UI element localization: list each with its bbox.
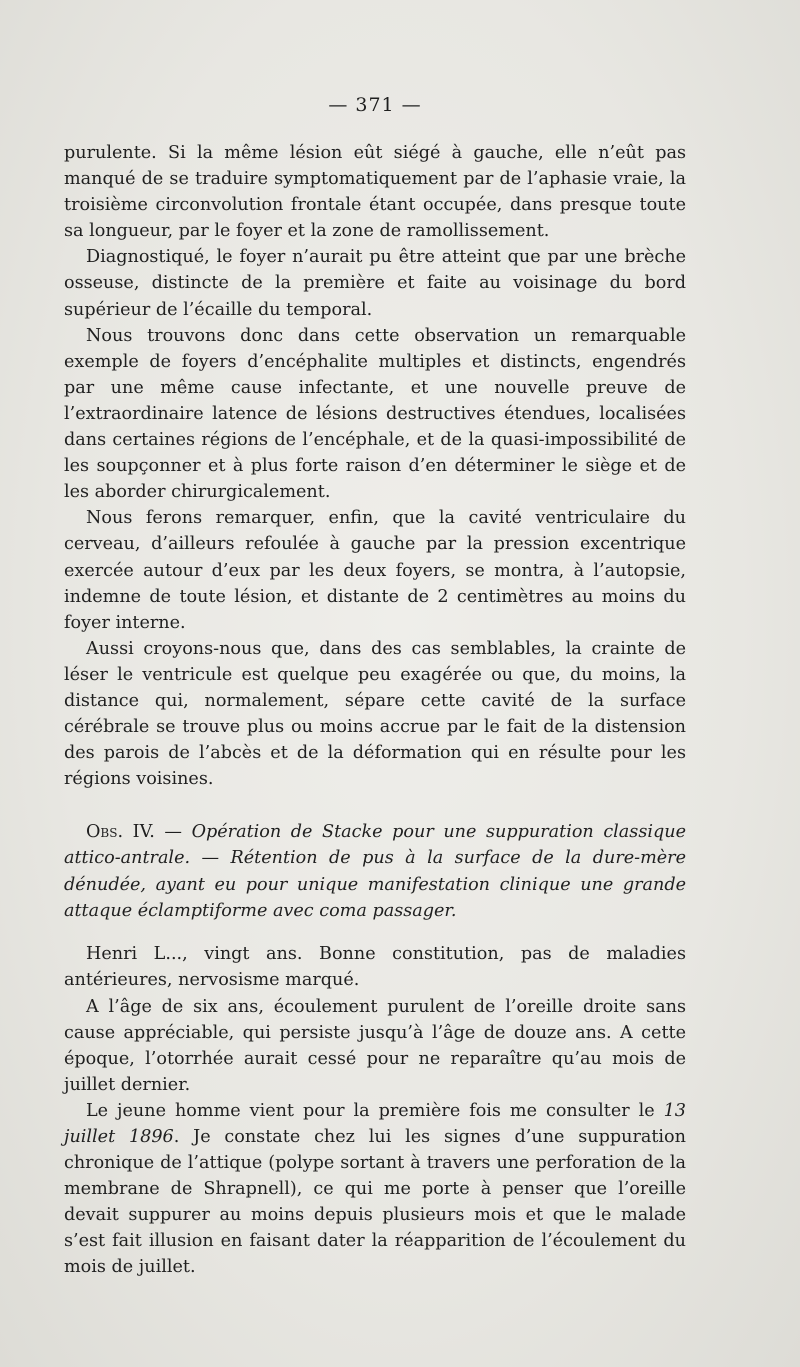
page-number: — 371 — xyxy=(328,94,422,116)
case-paragraph-1: Henri L..., vingt ans. Bonne constitution, pas de maladies antérieures, nervosisme marqué. xyxy=(64,944,686,991)
paragraph-2: Diagnostiqué, le foyer n’aurait pu être atteint que par une brèche osseuse, distincte de la première et faite au voisinage du bord supérieur de l’écaille du temporal. xyxy=(64,247,686,320)
observation-label: Obs. IV. xyxy=(86,822,155,843)
paragraph-1: purulente. Si la même lésion eût siégé à gauche, elle n’eût pas manqué de se traduire symptomatiquement par de l’aphasie vraie, la troisième circonvolution frontale étant occupée, dans presque toute sa longueur, par le foyer et la zone de ramollissement. xyxy=(64,143,686,242)
page-text xyxy=(64,90,686,1281)
case-paragraph-3 xyxy=(64,1098,686,1281)
case-paragraph-2: A l’âge de six ans, écoulement purulent de l’oreille droite sans cause appréciable, qui persiste jusqu’à l’âge de douze ans. A cette époque, l’otorrhée aurait cessé pour ne reparaître qu’au mois de juillet dernier. xyxy=(64,996,686,1095)
paragraph-3: Nous trouvons donc dans cette observation un remarquable exemple de foyers d’encéphalite multiples et distincts, engendrés par une même cause infectante, et une nouvelle preuve de l’extraordinaire latence de lésions destructives étendues, localisées dans certaines régions de l’encéphale, et de la quasi-impossibilité de les soupçonner et à plus forte raison d’en déterminer le siège et de les aborder chirurgicalement. xyxy=(64,325,686,503)
case-paragraph-3-start: Le jeune homme vient pour la première fois me consulter le xyxy=(86,1100,664,1121)
observation-dash: — xyxy=(154,822,192,843)
paragraph-5: Aussi croyons-nous que, dans des cas semblables, la crainte de léser le ventricule est quelque peu exagérée ou que, du moins, la distance qui, normalement, sépare cette cavité de la surface cérébrale se trouve plus ou moins accrue par le fait de la distension des parois de l’abcès et de la déformation qui en résulte pour les régions voisines. xyxy=(64,638,686,790)
paragraph-4: Nous ferons remarquer, enfin, que la cavité ventriculaire du cerveau, d’ailleurs refoulée à gauche par la pression excentrique exercée autour d’eux par les deux foyers, se montra, à l’autopsie, indemne de toute lésion, et distante de 2 centimètres au moins du foyer interne. xyxy=(64,508,686,633)
observation-title: Opération de Stacke pour une suppuration classique attico-antrale. — Rétention de pus à la surface de la dure-mère dénudée, ayant eu pour unique manifestation clinique une grande attaque éclamptiforme avec coma passager. xyxy=(64,822,686,921)
observation-heading xyxy=(64,819,686,923)
case-paragraph-3-end: . Je constate chez lui les signes d’une suppuration chronique de l’attique (polype sortant à travers une perforation de la membrane de Shrapnell), ce qui me porte à penser que l’oreille devait suppurer au moins depuis plusieurs mois et que le malade s’est fait illusion en faisant dater la réapparition de l’écoulement du mois de juillet. xyxy=(64,1126,686,1278)
consultation-date: 13 juillet 1896 xyxy=(64,1100,686,1147)
